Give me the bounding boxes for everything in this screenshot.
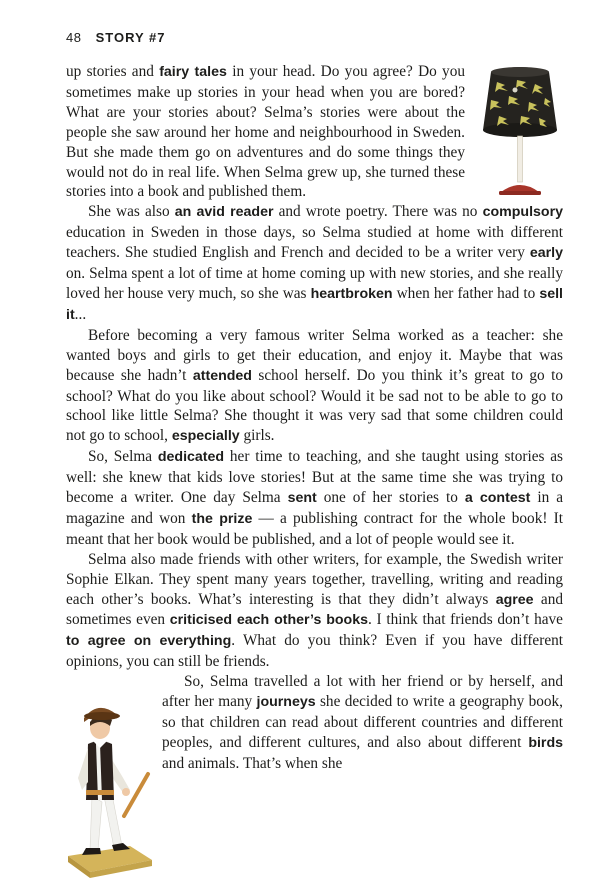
vocab-heartbroken: heartbroken <box>310 285 393 302</box>
boy-with-stick-icon <box>60 678 158 878</box>
vocab-birds: birds <box>528 734 563 751</box>
vocab-attended: attended <box>192 367 252 384</box>
story-text <box>66 62 563 878</box>
paragraph-2: She was also an avid reader and wrote poetry. There was no compulsory education in Sweden in those days, so Selma studied at home with different teachers. She studied English and French and decided to be a writer very early on. Selma spent a lot of time at home coming up with new stories, and she really loved her house very much, so she was heartbroken when her father had to sell it... <box>66 203 563 323</box>
vocab-the-prize: the prize <box>191 510 253 527</box>
vocab-sent: sent <box>287 490 317 507</box>
vocab-sell-it: sell it <box>66 285 563 323</box>
vocab-compulsory: compulsory <box>482 204 563 221</box>
vocab-avid-reader: an avid reader <box>174 204 274 221</box>
vocab-criticised: criticised each other’s books <box>169 612 368 629</box>
lamp-illustration <box>477 64 563 196</box>
paragraph-3: Before becoming a very famous writer Selma worked as a teacher: she wanted boys and girls to get their education, and enjoy it. Maybe that was because she hadn’t attended school herself. Do you think it’s great to go to school? What do you like about school? Would it be sad not to be able to go to school like little Selma? She thought it was very sad that some children could not go to school, especially girls. <box>66 326 563 445</box>
paragraph-1: up stories and fairy tales in your head. Do you agree? Do you sometimes make up stories in your head when you are bored? What are your stories about? Selma’s stories were about the people she saw around her home and neighbourhood in Sweden. But she made them go on adventures and do some things they would not do in real life. When Selma grew up, she turned these stories into a book and published them. <box>66 63 466 201</box>
page-header <box>66 30 166 45</box>
vocab-journeys: journeys <box>256 694 316 711</box>
paragraph-6: So, Selma travelled a lot with her friend or by herself, and after her many journeys she decided to write a geography book, so that children can read about different countries and different peoples, and different cultures, and also about different birds and animals. That’s when she <box>162 673 563 772</box>
paragraph-5: Selma also made friends with other writers, for example, the Swedish writer Sophie Elkan. They spent many years together, travelling, writing and reading each other’s books. What’s interesting is that they didn’t always agree and sometimes even criticised each other’s books. I think that friends don’t have to agree on everything. What do you think? Even if you have different opinions, you can still be friends. <box>66 550 564 671</box>
vocab-dedicated: dedicated <box>157 449 225 466</box>
table-lamp-icon <box>477 64 563 196</box>
vocab-fairy-tales: fairy tales <box>159 64 227 80</box>
boy-illustration <box>60 678 158 878</box>
vocab-especially: especially <box>171 428 240 445</box>
vocab-agree-on-everything: to agree on everything <box>66 633 232 650</box>
story-label: STORY #7 <box>95 30 166 45</box>
vocab-a-contest: a contest <box>464 490 531 507</box>
vocab-early: early <box>529 245 563 262</box>
vocab-agree: agree <box>495 591 534 608</box>
paragraph-4: So, Selma dedicated her time to teaching, and she taught using stories as well: she knew that kids love stories! But at the same time she was trying to become a writer. One day Selma sent one of her stories to a contest in a magazine and won the prize — a publishing contract for the whole book! It meant that her book would be published, and a lot of people would see it. <box>66 448 563 548</box>
page-number: 48 <box>66 30 82 45</box>
